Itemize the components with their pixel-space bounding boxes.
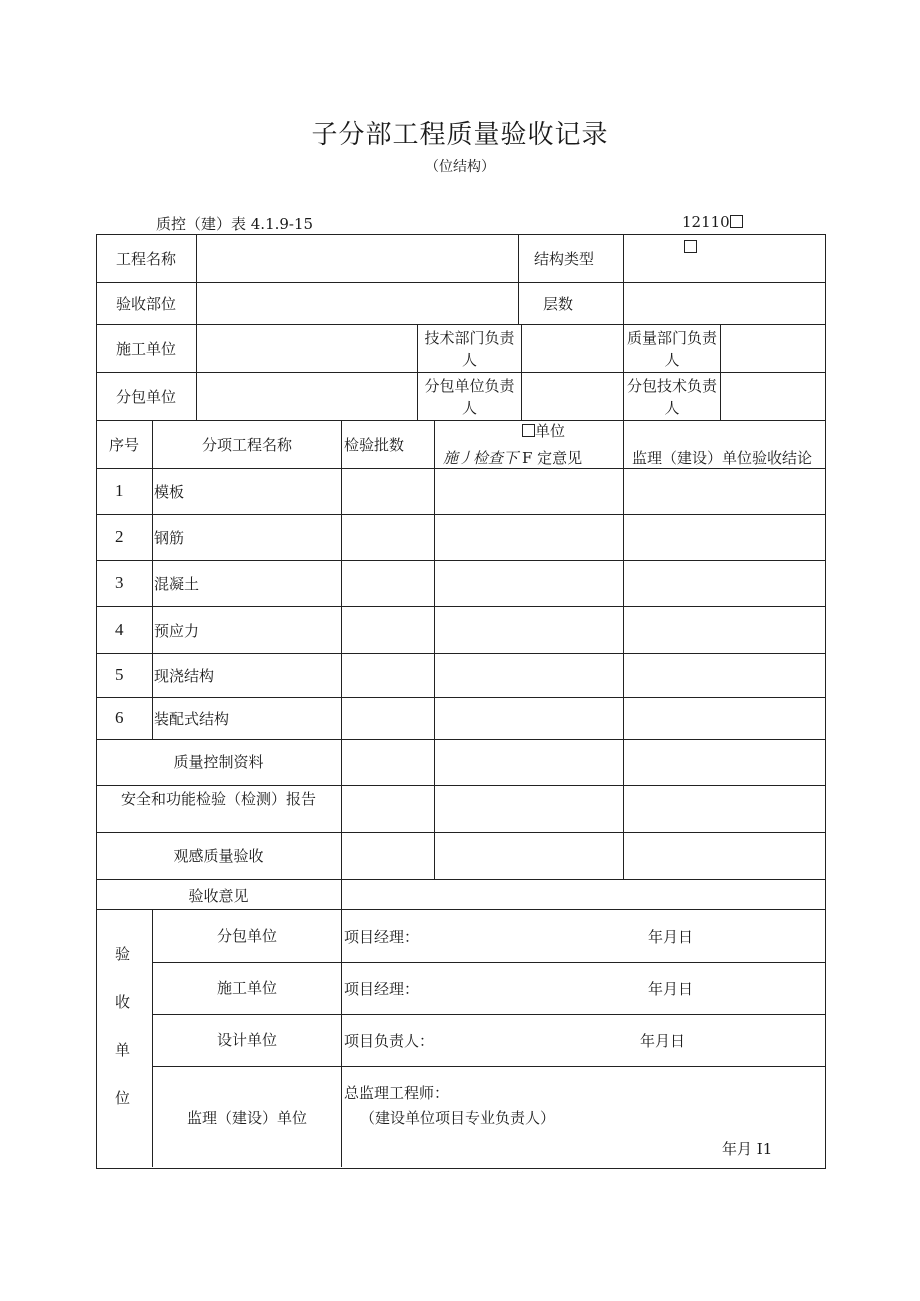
supervision-note: （建设单位项目专业负责人） <box>360 1109 556 1127</box>
quality-docs-label: 质量控制资料 <box>173 753 264 771</box>
item-name: 预应力 <box>154 622 200 640</box>
quality-dept-head-line-2: 人 <box>664 351 680 369</box>
accept-part-label: 验收部位 <box>116 295 177 313</box>
item-no: 3 <box>115 573 124 592</box>
acceptance-date: 年月日 <box>640 1032 686 1050</box>
contractor-label: 施工单位 <box>116 340 177 358</box>
item-no: 1 <box>115 481 124 500</box>
appearance-label: 观感质量验收 <box>173 847 264 865</box>
acceptance-opinion-label: 验收意见 <box>188 887 249 905</box>
acceptance-unit: 施工单位 <box>216 979 277 997</box>
item-no: 4 <box>115 620 124 639</box>
sub-tech-head-line-2: 人 <box>664 399 680 417</box>
sub-tech-head-line-1: 分包技术负责 <box>626 377 717 395</box>
col-construction-line-1 <box>522 422 565 440</box>
form-number-text: 12110 <box>682 213 730 231</box>
item-name: 现浇结构 <box>154 667 215 685</box>
subcontractor-label: 分包单位 <box>116 388 177 406</box>
supervision-unit: 监理（建设）单位 <box>186 1109 307 1127</box>
sub-unit-head-label <box>418 375 521 419</box>
col-construction-unit: 单位 <box>535 422 566 440</box>
checkbox-icon <box>684 240 697 253</box>
tech-dept-head-label <box>418 327 521 371</box>
col-supervision: 监理（建设）单位验收结论 <box>632 449 813 467</box>
checkbox-icon <box>522 424 535 437</box>
document-subtitle: （位结构） <box>425 159 495 175</box>
form-code: 质控（建）表 4.1.9-15 <box>156 215 314 233</box>
tech-dept-head-line-1: 技术部门负责 <box>424 329 515 347</box>
acceptance-signer: 项目经理： <box>344 980 420 998</box>
document-title: 子分部工程质量验收记录 <box>311 120 609 150</box>
col-construction-line-2b: F 定意见 <box>522 449 583 467</box>
col-batch-count: 检验批数 <box>344 436 405 454</box>
side-label-char: 单 <box>115 1041 131 1059</box>
acceptance-unit: 分包单位 <box>216 927 277 945</box>
acceptance-date: 年月日 <box>648 980 694 998</box>
acceptance-signer: 项目经理： <box>344 928 420 946</box>
structure-type-label: 结构类型 <box>534 250 595 268</box>
floors-label: 层数 <box>543 295 574 313</box>
acceptance-date: 年月日 <box>648 928 694 946</box>
sub-unit-head-line-1: 分包单位负责 <box>424 377 515 395</box>
sub-tech-head-label <box>624 375 720 419</box>
project-name-label: 工程名称 <box>116 250 177 268</box>
item-no: 5 <box>115 665 124 684</box>
quality-dept-head-line-1: 质量部门负责 <box>626 329 717 347</box>
side-label-char: 收 <box>115 993 131 1011</box>
form-number <box>682 213 743 231</box>
col-construction-line-2a: 施丿检查下 <box>443 449 519 467</box>
sub-unit-head-line-2: 人 <box>461 399 477 417</box>
supervision-signer: 总监理工程师： <box>344 1084 450 1102</box>
supervision-date: 年月 I1 <box>722 1140 773 1158</box>
acceptance-signer: 项目负责人： <box>344 1032 435 1050</box>
col-item-name: 分项工程名称 <box>202 436 293 454</box>
item-name: 混凝土 <box>154 575 200 593</box>
item-name: 钢筋 <box>154 529 185 547</box>
side-label-char: 验 <box>115 945 131 963</box>
quality-dept-head-label <box>624 327 720 371</box>
side-label-char: 位 <box>115 1089 131 1107</box>
col-seq: 序号 <box>109 436 140 454</box>
acceptance-unit: 设计单位 <box>216 1031 277 1049</box>
item-name: 模板 <box>154 483 185 501</box>
item-name: 装配式结构 <box>154 710 230 728</box>
checkbox-icon <box>730 215 743 228</box>
safety-function-label: 安全和功能检验（检测）报告 <box>120 790 316 808</box>
item-no: 6 <box>115 708 124 727</box>
tech-dept-head-line-2: 人 <box>461 351 477 369</box>
item-no: 2 <box>115 527 124 546</box>
